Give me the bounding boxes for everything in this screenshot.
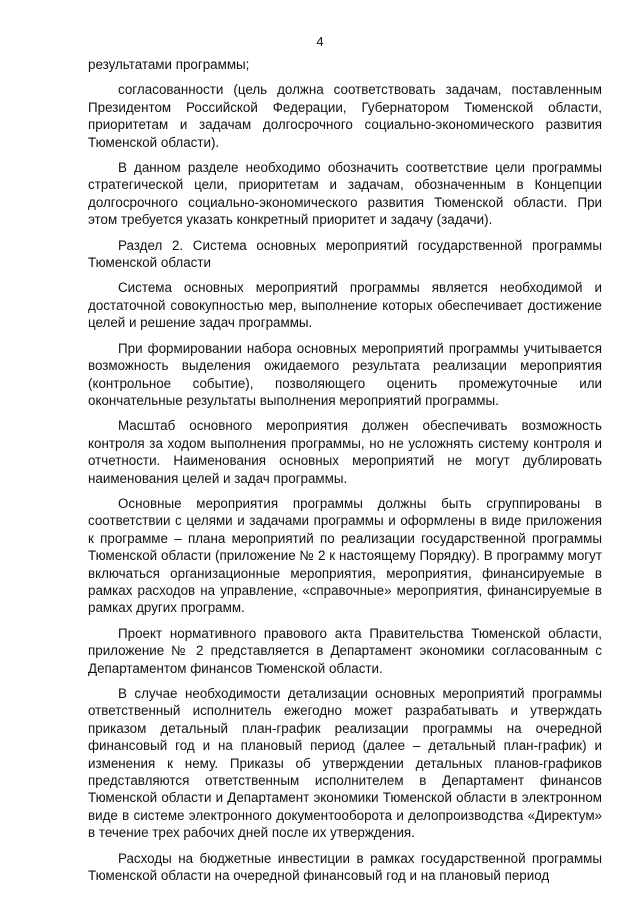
paragraph-system-measures: Система основных мероприятий программы является необходимой и достаточной совокупностью мер, выполнение которых обеспечивает достижение целей и решение задач программы.: [88, 280, 602, 331]
section-heading: Раздел 2. Система основных мероприятий государственной программы Тюменской области: [88, 237, 602, 271]
paragraph-draft-act: Проект нормативного правового акта Правительства Тюменской области, приложение № 2 представляется в Департамент экономики согласованным с Департаментом финансов Тюменской области.: [88, 625, 602, 676]
paragraph-section-goals: В данном разделе необходимо обозначить соответствие цели программы стратегической цели, приоритетам и задачам, обозначенным в Концепции долгосрочного социально-экономического развития Тюменской области. При этом требуется указать конкретный приоритет и задачу (задачи).: [88, 160, 602, 228]
paragraph-scale: Масштаб основного мероприятия должен обеспечивать возможность контроля за ходом выполнения программы, но не усложнять систему контроля и отчетности. Наименования основных мероприятий не могут дублировать наименования целей и задач программы.: [88, 418, 602, 486]
paragraph-continuation: результатами программы;: [88, 57, 250, 72]
document-body: [88, 56, 602, 892]
paragraph-forming-measures: При формировании набора основных мероприятий программы учитывается возможность выделения ожидаемого результата реализации мероприятия (контрольное событие), позволяющего оценить промежуточные или окончательные результаты выполнения мероприятий программы.: [88, 340, 602, 408]
paragraph-detailed-plan: В случае необходимости детализации основных мероприятий программы ответственный исполнитель ежегодно может разрабатывать и утверждать приказом детальный план-график реализации программы на очередной финансовый год и на плановый период (далее – детальный план-график) и изменения к нему. Приказы об утверждении детальных планов-графиков представляются ответственным исполнителем в Департамент финансов Тюменской области и Департамент экономики Тюменской области в электронном виде в системе электронного документооборота и делопроизводства «Директум» в течение трех рабочих дней после их утверждения.: [88, 686, 602, 841]
paragraph-consistency: согласованности (цель должна соответствовать задачам, поставленным Президентом Российской Федерации, Губернатором Тюменской области, приоритетам и задачам долгосрочного социально-экономического развития Тюменской области).: [88, 82, 602, 150]
paragraph-grouping: Основные мероприятия программы должны быть сгруппированы в соответствии с целями и задачами программы и оформлены в виде приложения к программе – плана мероприятий по реализации государственной программы Тюменской области (приложение № 2 к настоящему Порядку). В программу могут включаться организационные мероприятия, мероприятия, финансируемые в рамках расходов на управление, «справочные» мероприятия, финансируемые в рамках других программ.: [88, 495, 602, 616]
paragraph-investments: Расходы на бюджетные инвестиции в рамках государственной программы Тюменской области на очередной финансовый год и на плановый период: [88, 850, 602, 884]
page-number: 4: [316, 34, 324, 49]
